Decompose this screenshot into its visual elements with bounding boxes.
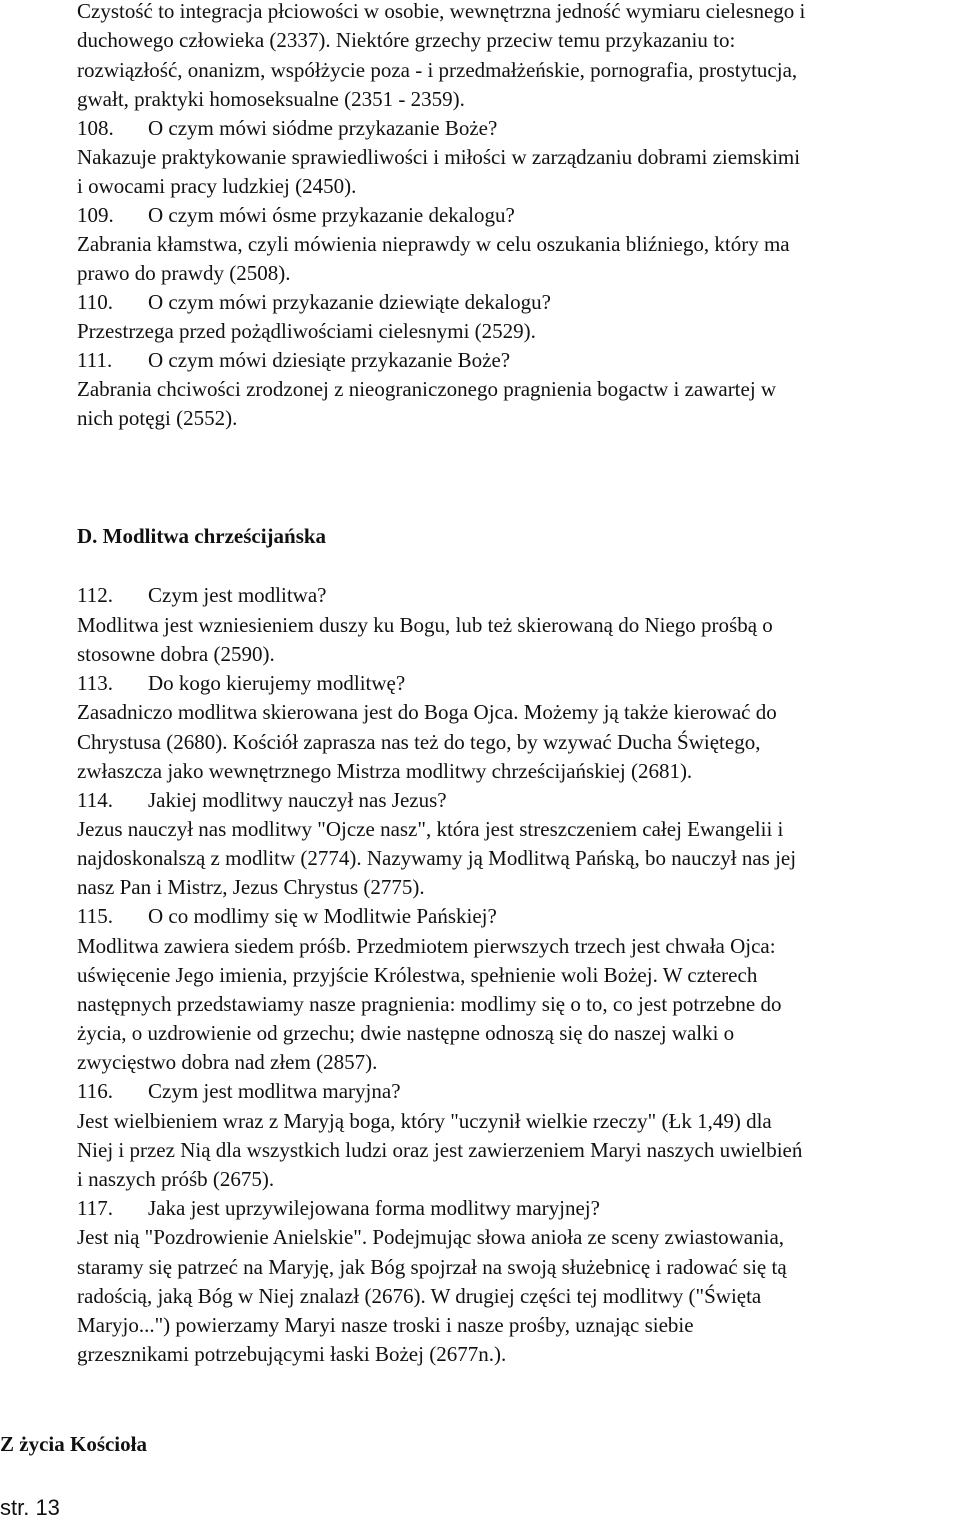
answer-line: następnych przedstawiamy nasze pragnienia: modlimy się o to, co jest potrzebne do	[77, 992, 782, 1016]
answer-line: najdoskonalszą z modlitw (2774). Nazywamy ją Modlitwą Pańską, bo nauczył nas jej	[77, 846, 797, 870]
answer-line: Modlitwa zawiera siedem próśb. Przedmiotem pierwszych trzech jest chwała Ojca:	[77, 934, 776, 958]
answer-line: Zabrania kłamstwa, czyli mówienia nieprawdy w celu oszukania bliźniego, który ma	[77, 232, 790, 256]
intro-line: Czystość to integracja płciowości w osobie, wewnętrzna jedność wymiaru cielesnego i	[77, 0, 806, 23]
answer-line: stosowne dobra (2590).	[77, 642, 275, 666]
answer-line: Maryjo...") powierzamy Maryi nasze troski i nasze prośby, uznając siebie	[77, 1313, 694, 1337]
question-number: 113.	[77, 671, 113, 695]
answer-line: życia, o uzdrowienie od grzechu; dwie następne odnoszą się do naszej walki o	[77, 1021, 735, 1045]
answer-line: i owocami pracy ludzkiej (2450).	[77, 174, 357, 198]
answer-line: Niej i przez Nią dla wszystkich ludzi oraz jest zawierzeniem Maryi naszych uwielbień	[77, 1138, 803, 1162]
answer-line: nich potęgi (2552).	[77, 406, 238, 430]
intro-line: duchowego człowieka (2337). Niektóre grzechy przeciw temu przykazaniu to:	[77, 28, 736, 52]
intro-line: rozwiązłość, onanizm, współżycie poza - i przedmałżeńskie, pornografia, prostytucja,	[77, 58, 798, 82]
answer-line: prawo do prawdy (2508).	[77, 261, 291, 285]
answer-line: Przestrzega przed pożądliwościami cielesnymi (2529).	[77, 319, 536, 343]
answer-line: Nakazuje praktykowanie sprawiedliwości i miłości w zarządzaniu dobrami ziemskimi	[77, 145, 801, 169]
answer-line: Modlitwa jest wzniesieniem duszy ku Bogu, lub też skierowaną do Niego prośbą o	[77, 613, 773, 637]
answer-line: Jezus nauczył nas modlitwy "Ojcze nasz", która jest streszczeniem całej Ewangelii i	[77, 817, 784, 841]
question-text: O czym mówi ósme przykazanie dekalogu?	[148, 203, 515, 227]
question-number: 117.	[77, 1196, 113, 1220]
question-number: 108.	[77, 116, 114, 140]
question-text: Czym jest modlitwa maryjna?	[148, 1079, 401, 1103]
question-number: 116.	[77, 1079, 113, 1103]
section-heading: D. Modlitwa chrześcijańska	[77, 524, 327, 548]
answer-line: Zasadniczo modlitwa skierowana jest do Boga Ojca. Możemy ją także kierować do	[77, 700, 777, 724]
answer-line: zwłaszcza jako wewnętrznego Mistrza modlitwy chrześcijańskiej (2681).	[77, 759, 693, 783]
answer-line: Jest wielbieniem wraz z Maryją boga, który "uczynił wielkie rzeczy" (Łk 1,49) dla	[77, 1109, 772, 1133]
question-text: O czym mówi dziesiąte przykazanie Boże?	[148, 348, 511, 372]
answer-line: Chrystusa (2680). Kościół zaprasza nas też do tego, by wzywać Ducha Świętego,	[77, 730, 761, 754]
answer-line: Zabrania chciwości zrodzonej z nieograniczonego pragnienia bogactw i zawartej w	[77, 377, 777, 401]
answer-line: nasz Pan i Mistrz, Jezus Chrystus (2775).	[77, 875, 425, 899]
answer-line: Jest nią "Pozdrowienie Anielskie". Podejmując słowa anioła ze sceny zwiastowania,	[77, 1225, 785, 1249]
question-text: Do kogo kierujemy modlitwę?	[148, 671, 406, 695]
footer-title: Z życia Kościoła	[0, 1432, 147, 1456]
question-number: 115.	[77, 904, 113, 928]
question-text: Jakiej modlitwy nauczył nas Jezus?	[148, 788, 447, 812]
question-text: O czym mówi przykazanie dziewiąte dekalogu?	[148, 290, 551, 314]
answer-line: zwycięstwo dobra nad złem (2857).	[77, 1050, 378, 1074]
question-number: 111.	[77, 348, 113, 372]
question-number: 109.	[77, 203, 114, 227]
answer-line: staramy się patrzeć na Maryję, jak Bóg spojrzał na swoją służebnicę i radować się tą	[77, 1255, 787, 1279]
answer-line: radością, jaką Bóg w Niej znalazł (2676). W drugiej części tej modlitwy ("Święta	[77, 1284, 762, 1308]
answer-line: grzesznikami potrzebującymi łaski Bożej (2677n.).	[77, 1342, 507, 1366]
question-text: O czym mówi siódme przykazanie Boże?	[148, 116, 498, 140]
question-number: 112.	[77, 583, 113, 607]
question-text: Czym jest modlitwa?	[148, 583, 327, 607]
question-number: 114.	[77, 788, 113, 812]
answer-line: i naszych próśb (2675).	[77, 1167, 275, 1191]
question-text: O co modlimy się w Modlitwie Pańskiej?	[148, 904, 497, 928]
answer-line: uświęcenie Jego imienia, przyjście Królestwa, spełnienie woli Bożej. W czterech	[77, 963, 758, 987]
question-text: Jaka jest uprzywilejowana forma modlitwy maryjnej?	[148, 1196, 600, 1220]
question-number: 110.	[77, 290, 113, 314]
intro-line: gwałt, praktyki homoseksualne (2351 - 2359).	[77, 87, 465, 111]
page-number: str. 13	[0, 1495, 60, 1520]
